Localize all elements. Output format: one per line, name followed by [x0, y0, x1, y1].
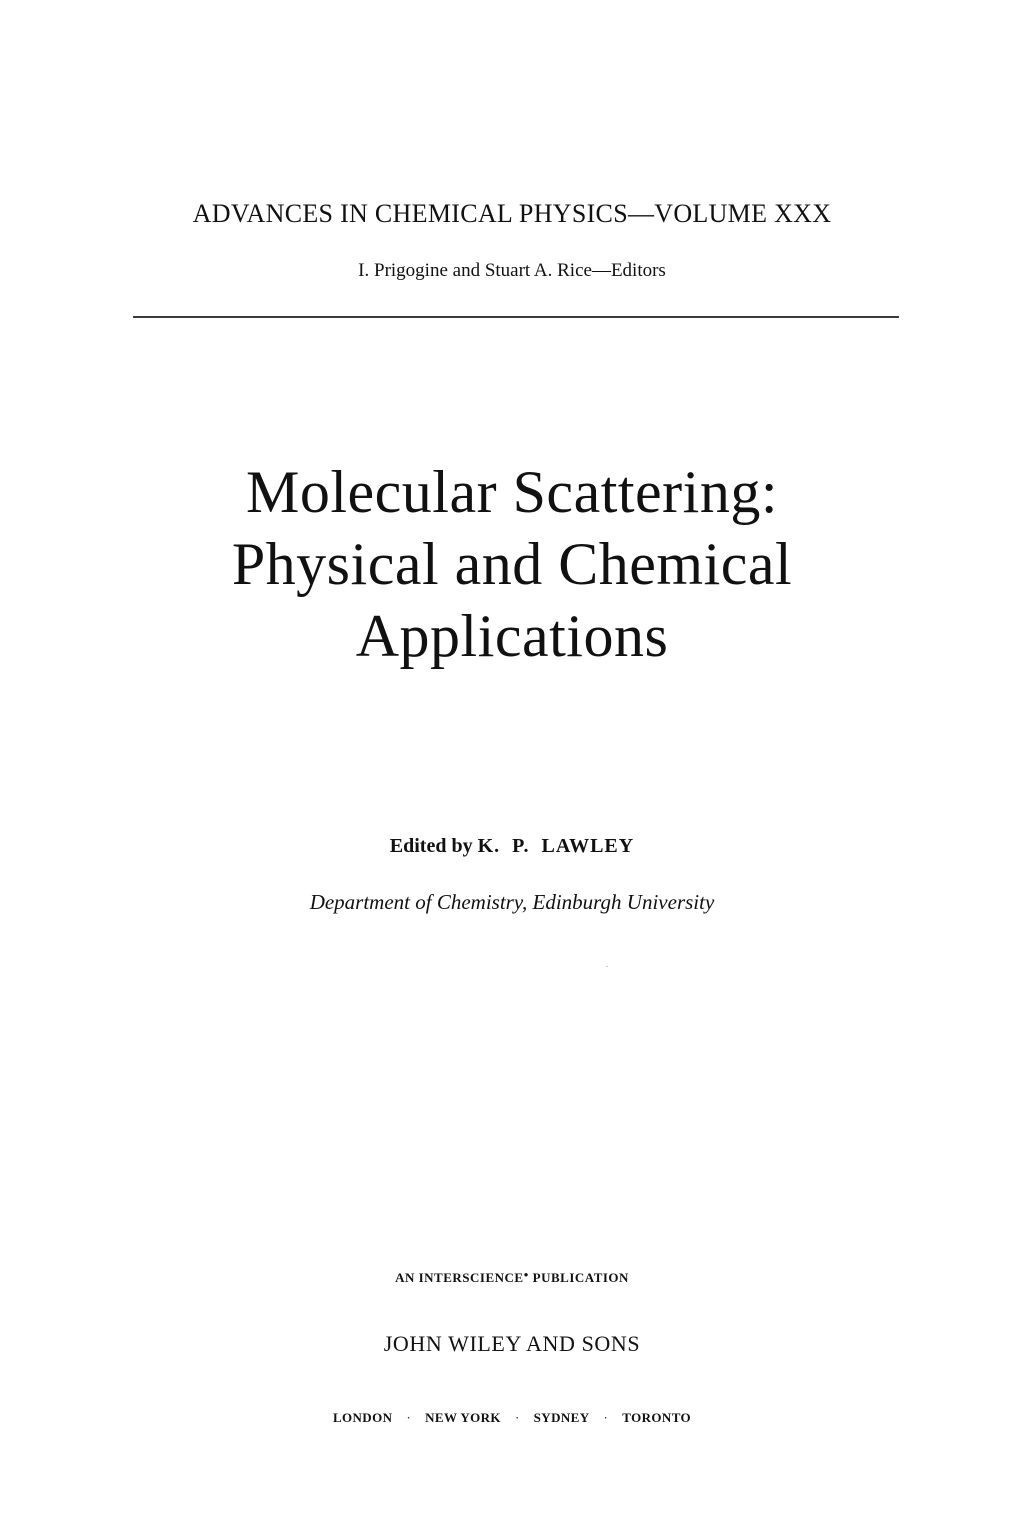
imprint-suffix: PUBLICATION — [528, 1270, 629, 1285]
edited-by-prefix: Edited by — [389, 835, 473, 857]
city-toronto: TORONTO — [622, 1410, 692, 1425]
separator-dot: · — [514, 1410, 520, 1425]
book-title-line-2: Physical and Chemical — [231, 531, 793, 597]
separator-dot: · — [603, 1410, 609, 1425]
book-title — [0, 456, 1024, 672]
city-new-york: NEW YORK — [425, 1410, 501, 1425]
horizontal-rule — [133, 316, 899, 318]
editor-affiliation: Department of Chemistry, Edinburgh University — [309, 890, 715, 914]
series-title: ADVANCES IN CHEMICAL PHYSICS—VOLUME XXX — [192, 199, 832, 228]
series-editors: I. Prigogine and Stuart A. Rice—Editors — [358, 260, 666, 281]
edited-by-line — [0, 833, 1024, 859]
imprint-prefix: AN INTERSCIENCE — [395, 1270, 524, 1285]
city-sydney: SYDNEY — [533, 1410, 590, 1425]
registered-mark-icon: ● — [523, 1270, 529, 1279]
imprint-line — [0, 1266, 1024, 1287]
book-title-line-3: Applications — [355, 603, 669, 669]
publisher-cities — [0, 1409, 1024, 1427]
scan-speck — [606, 966, 608, 967]
editor-name: K. P. LAWLEY — [477, 835, 635, 857]
city-london: LONDON — [332, 1410, 393, 1425]
publisher-name: JOHN WILEY AND SONS — [383, 1331, 641, 1356]
book-title-line-1: Molecular Scattering: — [246, 459, 778, 525]
separator-dot: · — [406, 1410, 412, 1425]
